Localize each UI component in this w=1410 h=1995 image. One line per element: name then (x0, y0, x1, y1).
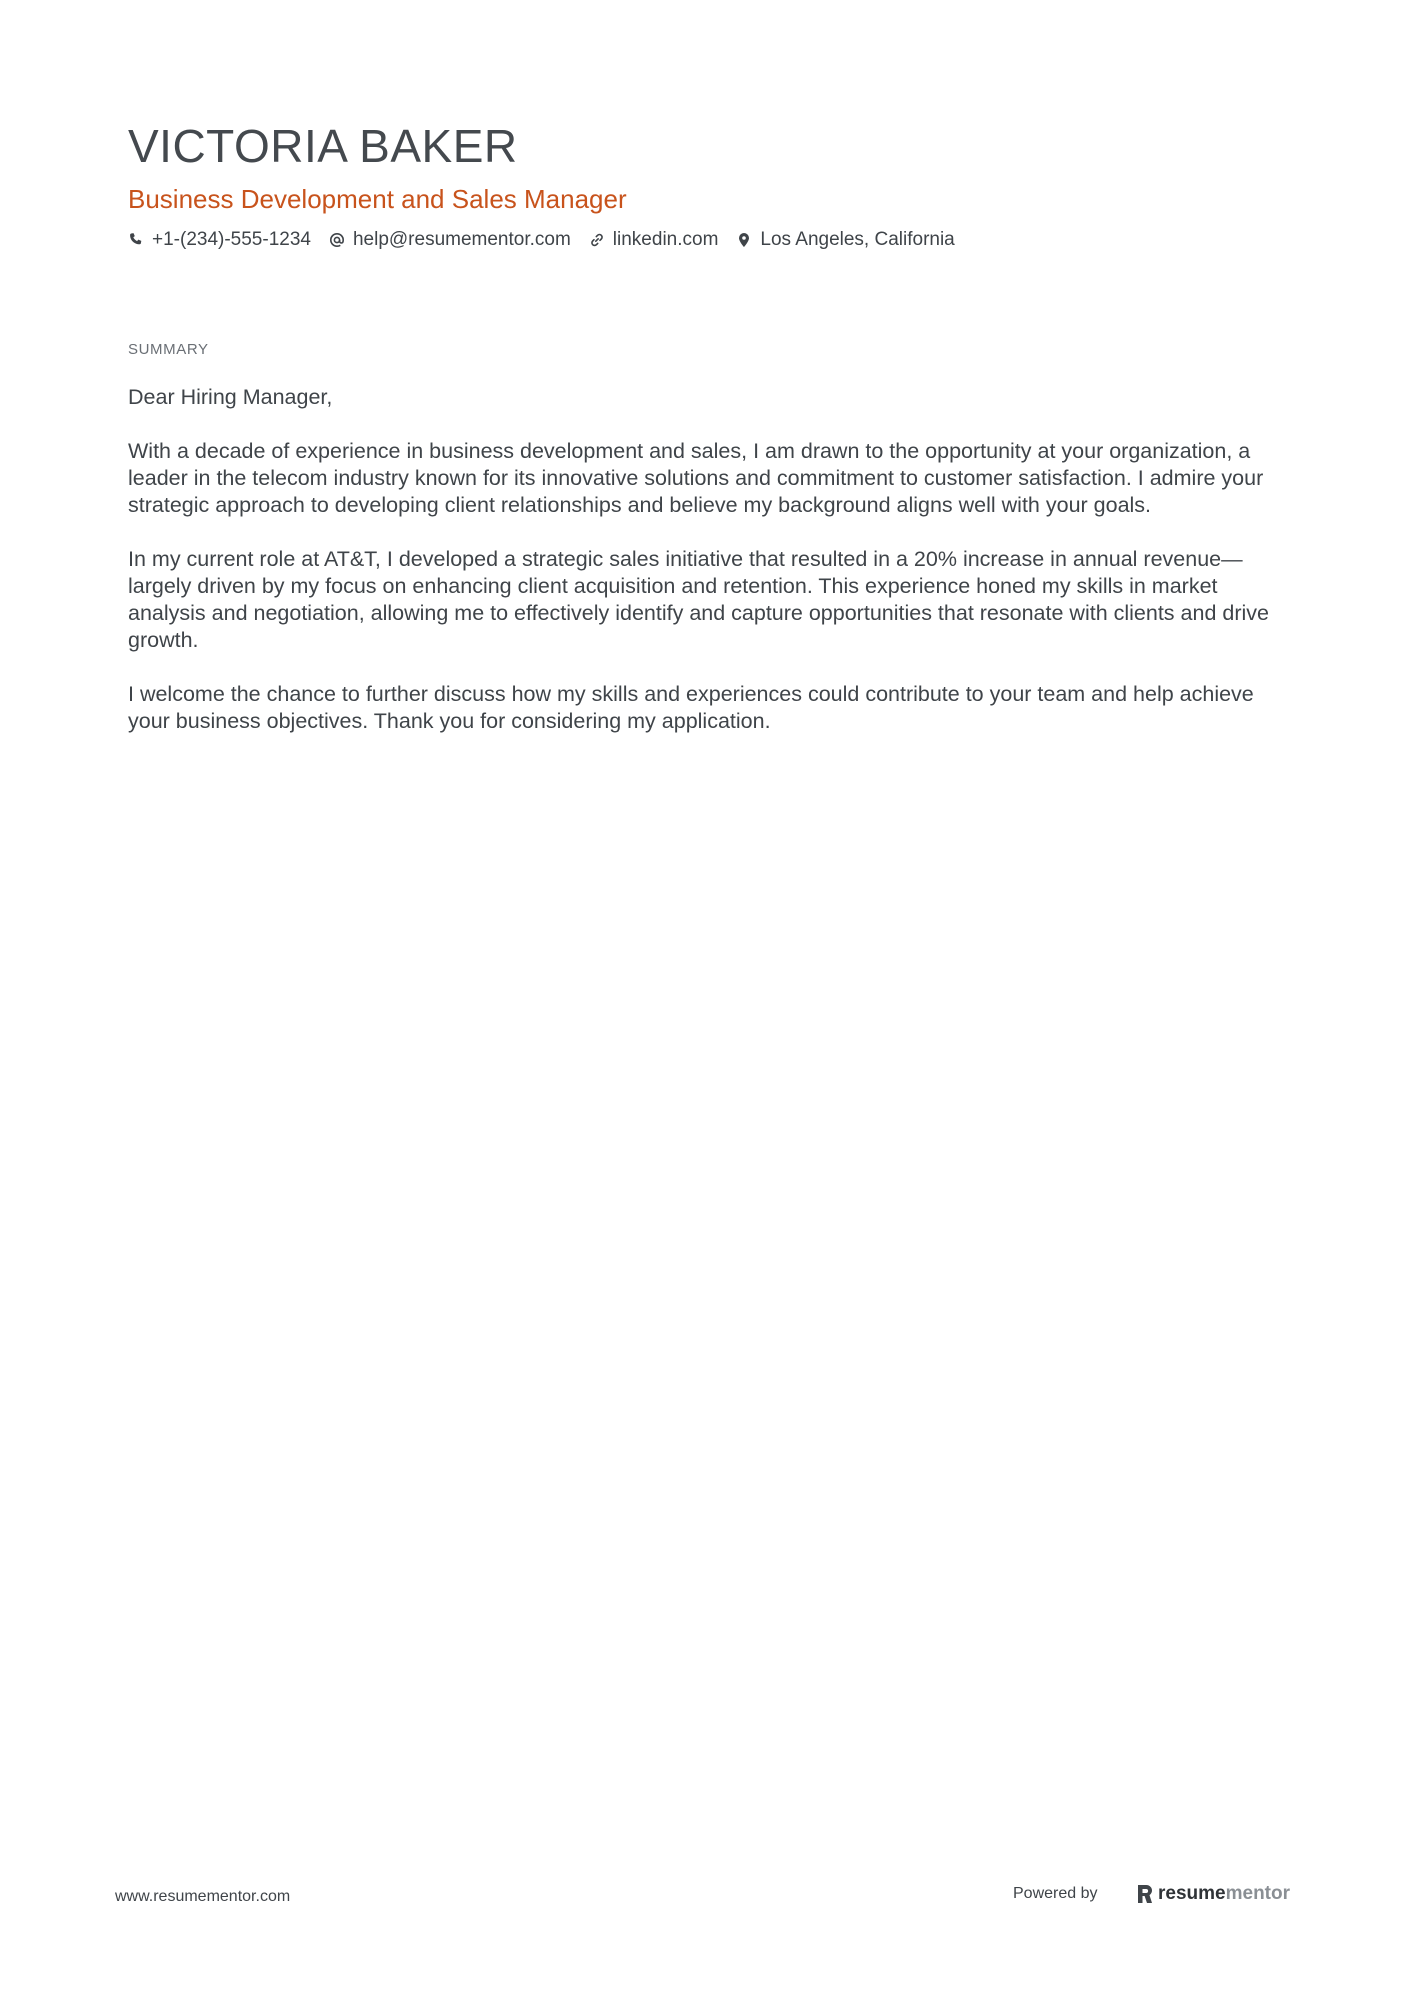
candidate-name: VICTORIA BAKER (128, 120, 518, 172)
salutation: Dear Hiring Manager, (128, 385, 333, 409)
paragraph-3: I welcome the chance to further discuss how my skills and experiences could contribute to your team and help achieve your business objectives. Thank you for considering my application. (128, 682, 1254, 733)
phone-text: +1-(234)-555-1234 (152, 229, 311, 250)
location-pin-icon (736, 232, 752, 248)
contact-location (736, 229, 954, 251)
link-icon (589, 232, 605, 248)
brand-wordmark-part2: mentor (1225, 1883, 1291, 1904)
at-icon (329, 232, 345, 248)
paragraph-1: With a decade of experience in business development and sales, I am drawn to the opportunity at your organization, a leader in the telecom industry known for its innovative solutions and commitment to customer satisfaction. I admire your strategic approach to developing client relationships and believe my background aligns well with your goals. (128, 439, 1264, 517)
footer-website-link[interactable]: www.resumementor.com (115, 1888, 291, 1905)
brand-logo[interactable] (1136, 1880, 1290, 1908)
location-text: Los Angeles, California (760, 229, 955, 250)
email-text: help@resumementor.com (352, 229, 571, 250)
section-heading-summary: SUMMARY (128, 341, 209, 358)
powered-by-label: Powered by (1013, 1885, 1098, 1902)
contact-bar (128, 226, 955, 254)
resumementor-logo-icon (1136, 1883, 1154, 1905)
cover-letter-body (128, 384, 1288, 762)
paragraph-2: In my current role at AT&T, I developed a strategic sales initiative that resulted in a 20% increase in annual revenue—largely driven by my focus on enhancing client acquisition and retention. This experience honed my skills in market analysis and negotiation, allowing me to effectively identify and capture opportunities that resonate with clients and drive growth. (128, 547, 1269, 652)
contact-linkedin[interactable] (589, 229, 719, 251)
brand-wordmark-part1: resume (1158, 1883, 1226, 1904)
brand-wordmark (1158, 1883, 1290, 1905)
linkedin-text: linkedin.com (612, 229, 719, 250)
phone-icon (128, 232, 144, 248)
contact-email[interactable] (329, 229, 571, 251)
contact-phone (128, 229, 311, 251)
job-title: Business Development and Sales Manager (128, 184, 627, 214)
